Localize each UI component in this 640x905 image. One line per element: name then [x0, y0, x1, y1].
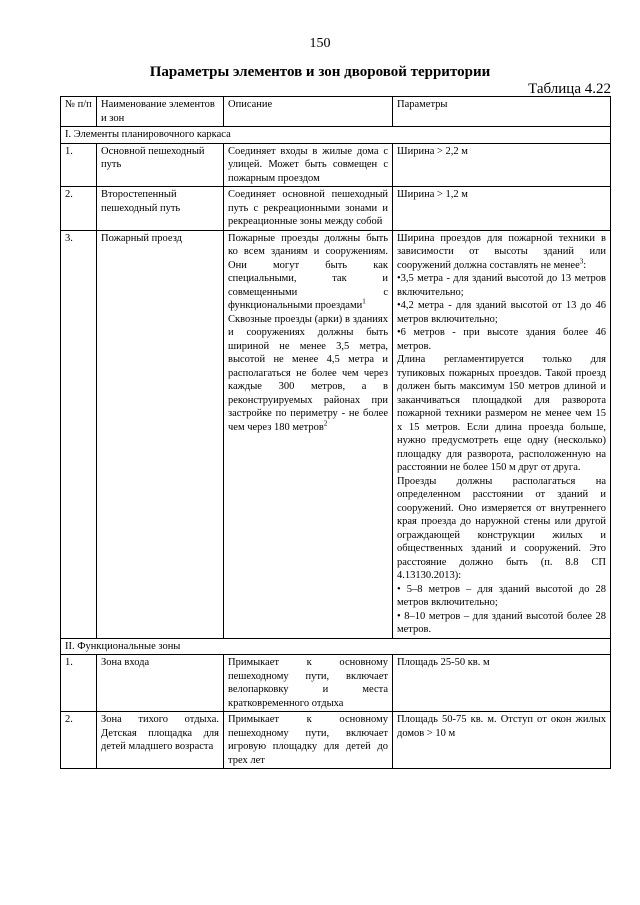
params-colon: : — [583, 259, 587, 271]
desc-paragraph: Пожарные проезды должны быть ко всем зданиям и сооружениям. Они могут быть как специальными, так и совмещенными с функциональными проездами — [228, 232, 388, 311]
section-row — [61, 638, 611, 655]
row-name: Пожарный проезд — [97, 230, 224, 638]
desc-paragraph — [228, 313, 388, 435]
row-desc: Примыкает к основному пешеходному пути, включает велопарковку и места кратковременного отдыха — [224, 655, 393, 712]
row-desc — [224, 230, 393, 638]
document-title: Параметры элементов и зон дворовой территории — [149, 64, 491, 80]
row-num: 2. — [61, 712, 97, 769]
row-name: Основной пешеходный путь — [97, 143, 224, 187]
row-name: Зона тихого отдыха. Детская площадка для детей младшего возраста — [97, 712, 224, 769]
params-bullet: •3,5 метра - для зданий высотой до 13 метров включительно; — [397, 273, 606, 298]
header-num: № п/п — [61, 97, 97, 127]
row-num: 1. — [61, 143, 97, 187]
table-row — [61, 143, 611, 187]
section-title: I. Элементы планировочного каркаса — [61, 127, 611, 144]
row-params: Площадь 50-75 кв. м. Отступ от окон жилых домов > 10 м — [393, 712, 611, 769]
row-name: Второстепенный пешеходный путь — [97, 187, 224, 231]
row-desc: Соединяет входы в жилые дома с улицей. Может быть совмещен с пожарным проездом — [224, 143, 393, 187]
parameters-table — [60, 96, 611, 769]
params-paragraph: Длина регламентируется только для тупиковых пожарных проездов. Такой проезд должен быть максимум 150 метров длиной и заканчиваться площадкой для разворота пожарной техники размером не менее чем 15 х 15 метров. Если длина проезда больше, нужно предусмотреть еще одну (несколько) площадку для разворота, расположенную на расстоянии не более 150 м друг от друга. — [397, 354, 606, 473]
row-params: Ширина > 2,2 м — [393, 143, 611, 187]
header-params: Параметры — [393, 97, 611, 127]
params-paragraph: Проезды должны располагаться на определенном расстоянии от зданий и сооружений. Оно измеряется от внутреннего края проезда до наружной стены или другой ограждающей конструкции жилых и общественных зданий и сооружений. Это расстояние должно быть (п. 8.8 СП 4.13130.2013): — [397, 475, 606, 581]
row-num: 1. — [61, 655, 97, 712]
header-name: Наименование элементов и зон — [97, 97, 224, 127]
row-desc: Примыкает к основному пешеходному пути, включает игровую площадку для детей до трех лет — [224, 712, 393, 769]
table-row — [61, 230, 611, 638]
desc-text: Сквозные проезды (арки) в зданиях и сооружениях должны быть шириной не менее 3,5 метра, высотой не менее 4,5 метра и располагаться не более чем через каждые 300 метров, а в реконструируемых районах при застройке по периметру - не более чем через 180 метров — [228, 313, 388, 433]
row-num: 3. — [61, 230, 97, 638]
footnote-mark: 3 — [579, 257, 584, 265]
params-bullet: •4,2 метра - для зданий высотой от 13 до 46 метров включительно; — [397, 300, 606, 325]
row-params: Площадь 25-50 кв. м — [393, 655, 611, 712]
row-desc: Соединяет основной пешеходный путь с рекреационными зонами и рекреационные зоны между собой — [224, 187, 393, 231]
params-bullet: •6 метров - при высоте здания более 46 метров. — [397, 327, 606, 352]
row-num: 2. — [61, 187, 97, 231]
table-label: Таблица 4.22 — [528, 81, 611, 97]
page-number: 150 — [309, 36, 331, 51]
table-row — [61, 655, 611, 712]
params-bullet: • 8–10 метров – для зданий высотой более 28 метров. — [397, 610, 606, 635]
table-row — [61, 712, 611, 769]
params-intro: Ширина проездов для пожарной техники в зависимости от высоты зданий или сооружений должна составлять не менее — [397, 232, 606, 271]
row-params: Ширина > 1,2 м — [393, 187, 611, 231]
row-params — [393, 230, 611, 638]
table-row — [61, 187, 611, 231]
footnote-mark: 1 — [362, 297, 366, 306]
params-bullet: • 5–8 метров – для зданий высотой до 28 метров включительно; — [397, 583, 606, 608]
header-desc: Описание — [224, 97, 393, 127]
section-title: II. Функциональные зоны — [61, 638, 611, 655]
table-header-row — [61, 97, 611, 127]
row-name: Зона входа — [97, 655, 224, 712]
section-row — [61, 127, 611, 144]
footnote-mark: 2 — [323, 419, 328, 427]
